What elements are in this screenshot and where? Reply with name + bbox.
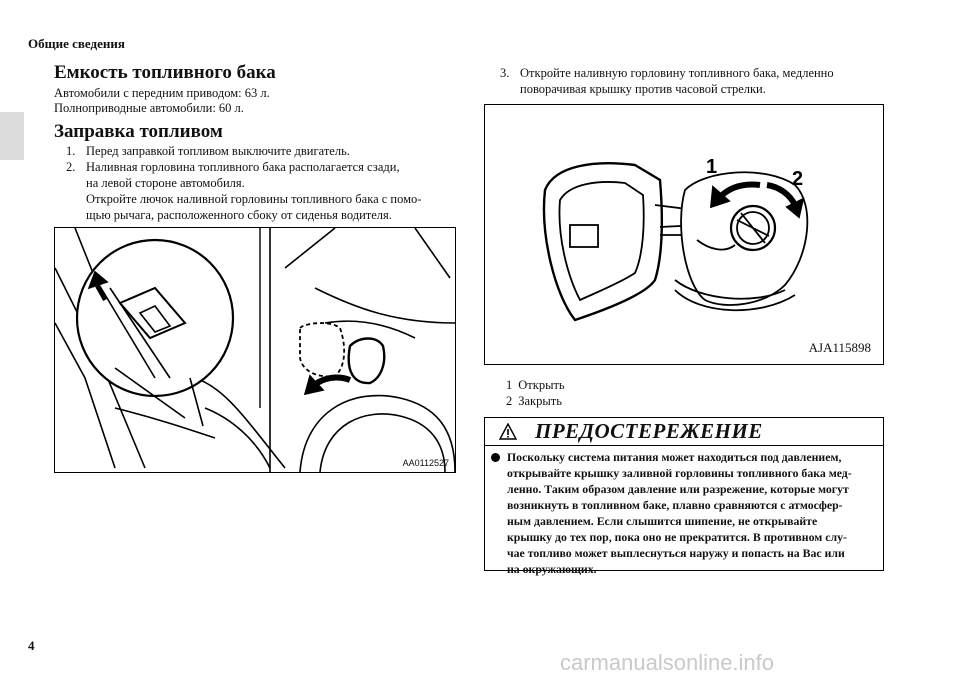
step-text: Откройте наливную горловину топливного бака, медленно [520,66,834,80]
legend-num: 2 [506,394,513,408]
capacity-fwd: Автомобили с передним приводом: 63 л. [54,86,270,100]
step-1 [66,143,466,159]
lever-illustration [55,228,455,472]
step-2 [66,159,466,175]
page-number: 4 [28,638,35,653]
legend-text: Открыть [518,378,565,392]
warning-line: возникнуть в топливном баке, плавно сравняются с атмосфер- [507,498,843,512]
section-header: Общие сведения [28,36,125,51]
figure-code: AA0112527 [402,458,449,468]
warning-icon [499,423,517,440]
step-3 [500,65,890,97]
fuel-cap-illustration [485,105,883,364]
step-text: Наливная горловина топливного бака располагается сзади, [86,160,400,174]
step-number: 2. [66,160,76,174]
step-text: Перед заправкой топливом выключите двигатель. [86,144,350,158]
refuel-steps [66,143,466,223]
warning-box [484,417,884,576]
fuel-cap-figure [484,104,884,365]
legend [506,377,571,409]
step-text-cont: щью рычага, расположенного сбоку от сиденья водителя. [86,208,392,222]
lever-figure [54,227,456,473]
bullet-icon [491,453,500,462]
side-tab [0,112,24,160]
legend-text: Закрыть [518,394,562,408]
legend-item [506,377,571,393]
legend-item [506,393,571,409]
label-open: 1 [706,156,718,178]
warning-line: ным давлением. Если слышится шипение, не открывайте [507,514,818,528]
step-number: 3. [500,66,510,80]
capacity-awd: Полноприводные автомобили: 60 л. [54,101,244,115]
warning-text [507,449,875,577]
warning-line: чае топливо может выплеснуться наружу и попасть на Вас или [507,546,845,560]
warning-line: Поскольку система питания может находиться под давлением, [507,450,842,464]
warning-line: крышку до тех пор, пока оно не прекратится. В противном слу- [507,530,847,544]
warning-title: ПРЕДОСТЕРЕЖЕНИЕ [535,419,763,443]
legend-num: 1 [506,378,513,392]
step-text-cont: Откройте лючок наливной горловины топливного бака с помо- [86,192,422,206]
warning-line: на окружающих. [507,562,597,576]
warning-line: ленно. Таким образом давление или разрежение, которые могут [507,482,849,496]
step-text-cont: поворачивая крышку против часовой стрелки. [520,82,766,96]
label-close: 2 [792,168,804,190]
refuel-heading: Заправка топливом [54,121,223,142]
warning-header [485,418,883,446]
step-number: 1. [66,144,76,158]
warning-line: открывайте крышку заливной горловины топливного бака мед- [507,466,852,480]
watermark: carmanualsonline.info [560,650,775,675]
figure-code: AJA115898 [808,340,871,355]
capacity-heading: Емкость топливного бака [54,62,276,83]
step-text-cont: на левой стороне автомобиля. [86,176,245,190]
